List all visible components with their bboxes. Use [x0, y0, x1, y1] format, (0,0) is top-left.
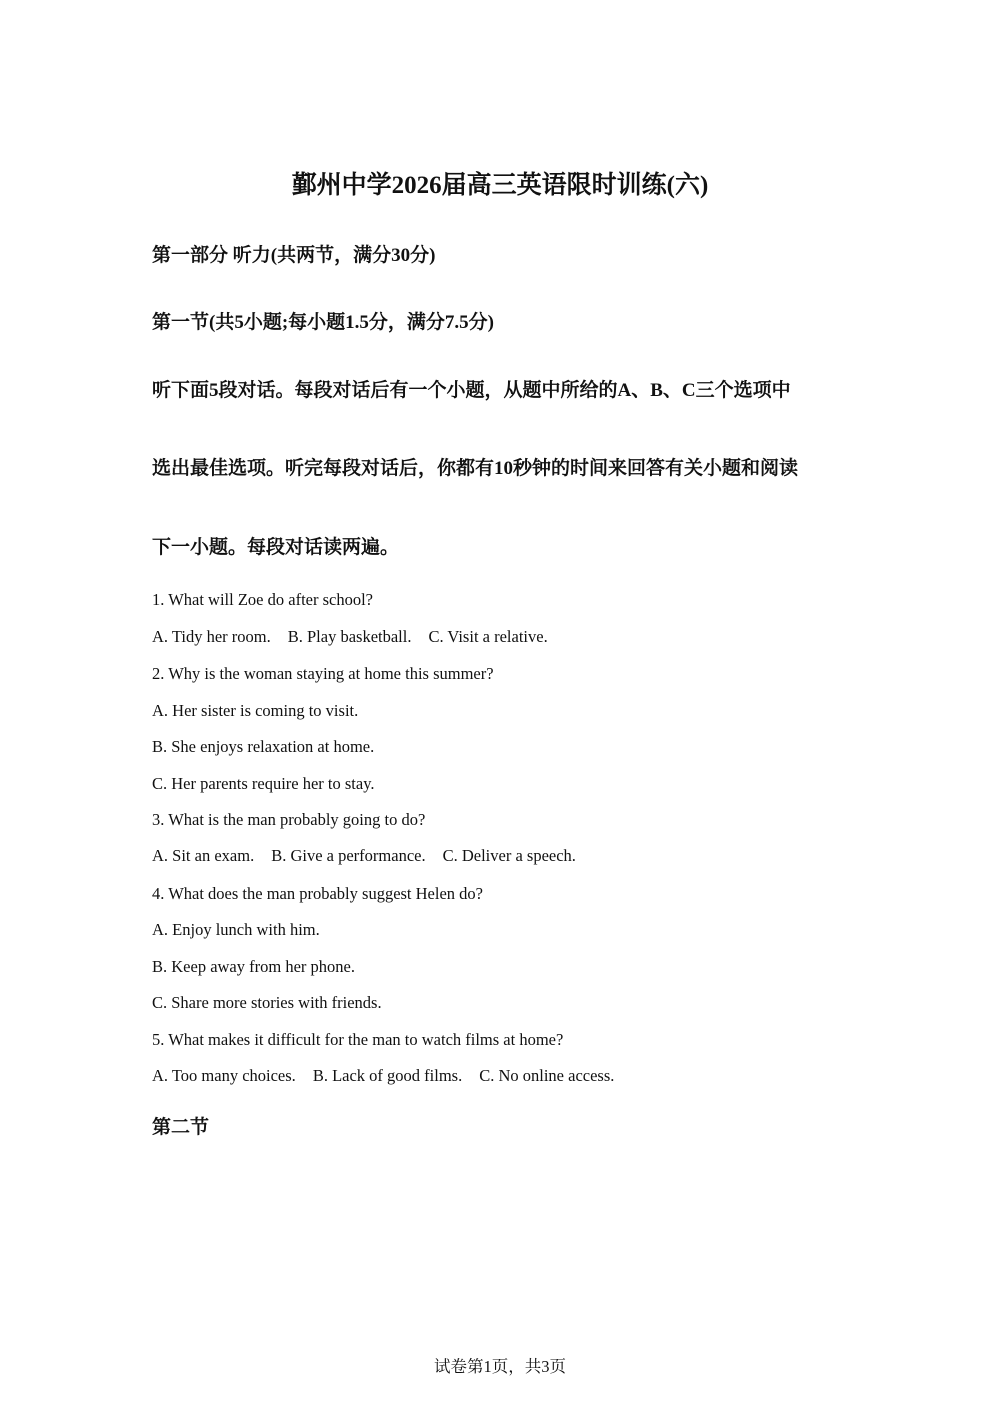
- section1-heading: 第一节(共5小题;每小题1.5分，满分7.5分): [152, 312, 494, 333]
- instructions-line-3: 下一小题。每段对话读两遍。: [152, 537, 400, 558]
- question-4-option-a: A. Enjoy lunch with him.: [152, 920, 320, 939]
- question-5-text: 5. What makes it difficult for the man to watch films at home?: [152, 1030, 564, 1049]
- question-2-option-b: B. She enjoys relaxation at home.: [152, 737, 375, 756]
- question-2-option-c: C. Her parents require her to stay.: [152, 774, 375, 793]
- instructions-line-2: 选出最佳选项。听完每段对话后，你都有10秒钟的时间来回答有关小题和阅读: [152, 458, 799, 479]
- question-1-option-a: A. Tidy her room.: [152, 627, 271, 646]
- question-3-option-a: A. Sit an exam.: [152, 846, 255, 865]
- question-3-options: [152, 846, 576, 866]
- exam-title: 鄞州中学2026届高三英语限时训练(六): [291, 172, 709, 199]
- section2-heading: 第二节: [152, 1117, 210, 1138]
- part1-heading: 第一部分 听力(共两节，满分30分): [152, 245, 436, 266]
- question-5-option-c: C. No online access.: [479, 1066, 615, 1085]
- page-footer: 试卷第1页，共3页: [434, 1357, 566, 1376]
- question-3-option-c: C. Deliver a speech.: [442, 846, 576, 865]
- question-3-option-b: B. Give a performance.: [271, 846, 426, 865]
- question-5-option-a: A. Too many choices.: [152, 1066, 296, 1085]
- question-2-text: 2. Why is the woman staying at home this summer?: [152, 664, 494, 683]
- question-4-text: 4. What does the man probably suggest Helen do?: [152, 884, 483, 903]
- question-1-option-c: C. Visit a relative.: [428, 627, 548, 646]
- question-1-option-b: B. Play basketball.: [287, 627, 412, 646]
- question-3-text: 3. What is the man probably going to do?: [152, 810, 426, 829]
- question-4-option-c: C. Share more stories with friends.: [152, 993, 382, 1012]
- question-2-option-a: A. Her sister is coming to visit.: [152, 701, 359, 720]
- question-5-option-b: B. Lack of good films.: [312, 1066, 463, 1085]
- question-1-text: 1. What will Zoe do after school?: [152, 590, 374, 609]
- question-4-option-b: B. Keep away from her phone.: [152, 957, 355, 976]
- instructions-line-1: 听下面5段对话。每段对话后有一个小题，从题中所给的A、B、C三个选项中: [152, 380, 791, 401]
- question-5-options: [152, 1066, 614, 1086]
- question-1-options: [152, 627, 548, 647]
